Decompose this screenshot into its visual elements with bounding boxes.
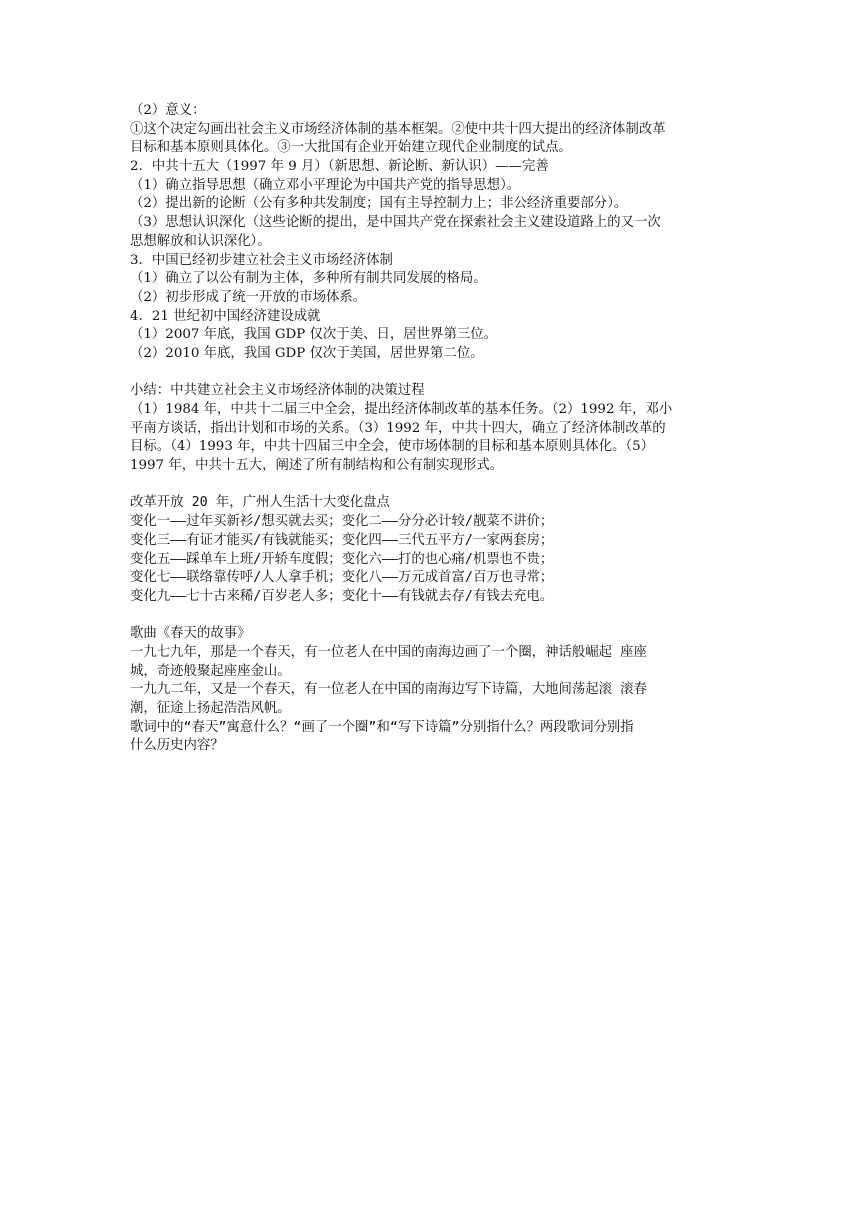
spacer [130,476,740,495]
congress15-heading: 2．中共十五大（1997 年 9 月）（新思想、新论断、新认识）——完善 [130,159,549,175]
song-title: 歌曲《春天的故事》 [130,626,251,642]
meaning-heading: （2）意义： [130,103,206,118]
changes-line: 变化九——七十古来稀/百岁老人多；变化十——有钱就去存/有钱去充电。 [130,588,554,604]
spacer [130,607,740,626]
song-lyric-line: 一九七九年，那是一个春天，有一位老人在中国的南海边画了一个圈，神话般崛起 座座 [130,644,647,660]
song-lyric-line: 城，奇迹般聚起座座金山。 [130,663,291,679]
congress15-item: （2）提出新的论断（公有多种共发制度；国有主导控制力上；非公经济重要部分）。 [130,196,628,212]
congress15-item: （1）确立指导思想（确立邓小平理论为中国共产党的指导思想）。 [130,177,521,193]
spacer [130,364,740,383]
song-question-line: 歌词中的“春天”寓意什么？“画了一个圈”和“写下诗篇”分别指什么？两段歌词分别指 [130,719,634,735]
meaning-text-line: 目标和基本原则具体化。③一大批国有企业开始建立现代企业制度的试点。 [130,140,572,156]
changes-line: 变化七——联络靠传呼/人人拿手机；变化八——万元成首富/百万也寻常； [130,570,554,586]
song-lyric-line: 潮，征途上扬起浩浩风帆。 [130,701,291,716]
summary-text-line: （1）1984 年，中共十二届三中全会，提出经济体制改革的基本任务。（2）1992 年，邓小 [130,402,673,417]
congress15-item: 思想解放和认识深化）。 [130,233,271,249]
summary-text-line: 1997 年，中共十五大，阐述了所有制结构和公有制实现形式。 [130,458,504,474]
summary-text-line: 目标。（4）1993 年，中共十四届三中全会，使市场体制的目标和基本原则具体化。（5） [130,439,655,455]
achievements-item: （1）2007 年底，我国 GDP 仅次于美、日，居世界第三位。 [130,327,498,343]
market-system-item: （2）初步形成了统一开放的市场体系。 [130,289,367,305]
market-system-heading: 3．中国已经初步建立社会主义市场经济体制 [130,252,393,268]
achievements-item: （2）2010 年底，我国 GDP 仅次于美国，居世界第二位。 [130,345,484,361]
changes-line: 变化三——有证才能买/有钱就能买；变化四——三代五平方/一家两套房； [130,532,554,548]
market-system-item: （1）确立了以公有制为主体，多种所有制共同发展的格局。 [130,271,487,287]
congress15-item: （3）思想认识深化（这些论断的提出，是中国共产党在探索社会主义建设道路上的又一次 [130,215,661,231]
song-question-line: 什么历史内容？ [130,738,224,754]
changes-line: 变化五——踩单车上班/开轿车度假；变化六——打的也心痛/机票也不贵； [130,551,554,567]
summary-text-line: 平南方谈话，指出计划和市场的关系。（3）1992 年，中共十四大，确立了经济体制改革的 [130,420,666,436]
changes-heading: 改革开放 20 年，广州人生活十大变化盘点 [130,495,390,511]
summary-heading: 小结：中共建立社会主义市场经济体制的决策过程 [130,383,425,399]
song-lyric-line: 一九九二年，又是一个春天，有一位老人在中国的南海边写下诗篇，大地间荡起滚 滚春 [130,682,647,698]
achievements-heading: 4．21 世纪初中国经济建设成就 [130,308,321,324]
document-page [130,102,740,756]
meaning-text-line: ①这个决定勾画出社会主义市场经济体制的基本框架。②使中共十四大提出的经济体制改革 [130,121,666,137]
changes-line: 变化一——过年买新衫/想买就去买；变化二——分分必计较/靓菜不讲价； [130,514,554,530]
